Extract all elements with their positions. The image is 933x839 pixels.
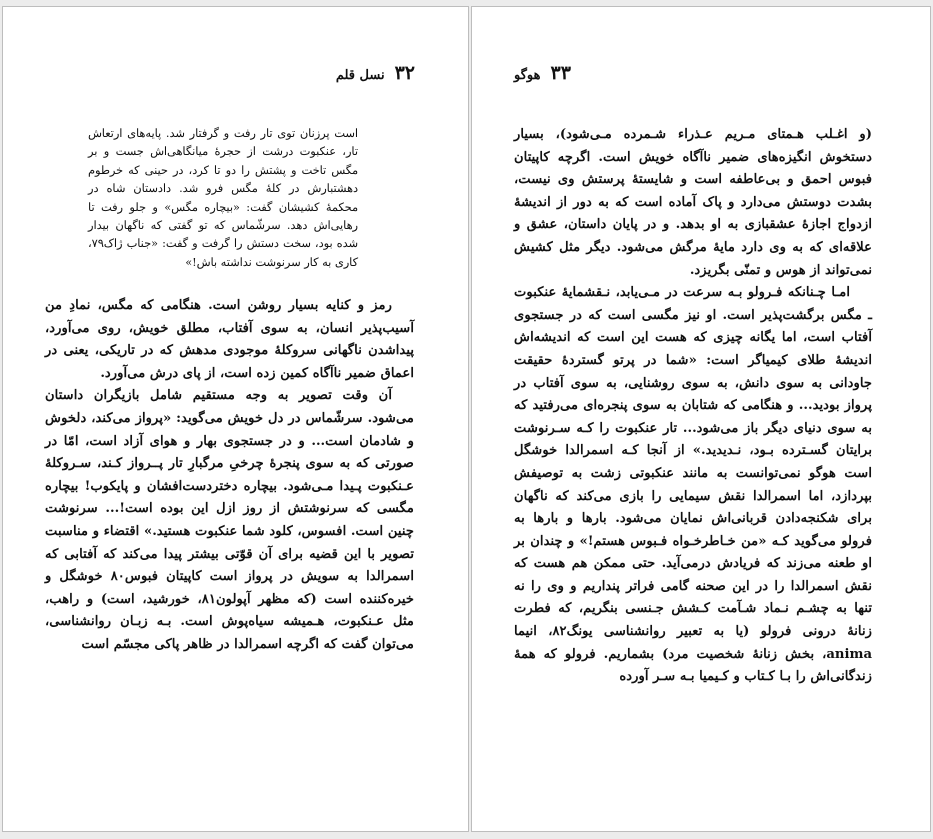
body-text bbox=[514, 124, 872, 689]
block-quote: است پرزنان توی تار رفت و گرفتار شد. پایه‌های ارتعاش تار، عنکبوت درشت از حجرهٔ میانگاهی‌اش جست و بر مگس تاخت و پشتش را دو تا کرد، در حینی که خرطوم دهشتبارش در کلهٔ مگس فرو شد. دادستان شاه در محکمهٔ کشیشان گفت: «بیچاره مگس» و جلو رفت تا رهایی‌اش دهد. سرشّماس که تو گفتی که ناگهان بیدار شده بود، سخت دستش را گرفت و گفت: «جناب ژاک۷۹، کاری به کار سرنوشت نداشته باش!» bbox=[88, 127, 358, 269]
running-title: هوگو bbox=[514, 68, 541, 83]
running-title: نسل قلم bbox=[335, 68, 385, 83]
page-header bbox=[514, 62, 571, 84]
right-page bbox=[471, 6, 931, 832]
page-header bbox=[336, 62, 415, 84]
page-number: ۳۲ bbox=[394, 62, 415, 84]
paragraph: رمز و کنایه بسیار روشن است. هنگامی که مگس، نمادِ من آسیب‌پذیر انسان، به سوی آفتاب، مطلق خویش، روی می‌آورد، پیداشدن ناگهانی سروکلهٔ موجودی مدهش که در تاریکی، یعنی در اعماق ضمیر ناآگاه کمین زده است، از پای درش می‌آورد. bbox=[45, 298, 414, 381]
page-number: ۳۳ bbox=[550, 62, 571, 84]
paragraph: آن وقت تصویر به وجه مستقیم شامل بازیگران داستان می‌شود. سرشّماس در دل خویش می‌گوید: «پرواز می‌کند، دلخوش و شادمان است... و در جستجوی بهار و هوای آزاد است، امّا در صورتی که به سوی پنجرهٔ چرخیِ مرگبارِ تار پــرواز کـند، سـروکلهٔ عـنکبوت پـیدا مـی‌شود. بیچاره دختردست‌افشان و پایکوب! بیچاره مگسی که سرنوشتش از روز ازل این بوده است!... سرنوشت چنین است. افسوس، کلود شما عنکبوت هستید.» اقتضاء و مناسبت تصویر با این قضیه برای آن قوّتی بیشتر پیدا می‌کند که آفتابی که اسمرالدا به سویش در پرواز است کاپیتان فبوس۸۰ خوشگل و خیره‌کننده است (که مظهر آپولون۸۱، خورشید، است) و راهب، مثل عـنکبوت، هـمیشه سیاه‌پوش است. بـه زبـان روانشناسی، می‌توان گفت که اگرچه اسمرالدا در ظاهر پاکی مجسّم است bbox=[45, 388, 415, 652]
body-text bbox=[45, 295, 414, 657]
paragraph: (و اغـلب هـمتای مـریم عـذراء شـمرده مـی‌شود)، بسیار دستخوش انگیزه‌های ضمیر ناآگاه خویش است. اگرچه کاپیتان فبوس احمق و بی‌عاطفه است و شایستهٔ پرستش وی نیست، بشدت دوستش می‌دارد و پاک آماده است که به دور از اندیشهٔ ازدواج اجازهٔ عشقبازی به او بدهد. و در پایان داستان، عشق و علاقه‌ای که به وی دارد مایهٔ مرگش می‌شود. دیگر مثل کشیش نمی‌تواند از هوس و تمنّی بگریزد. bbox=[514, 127, 872, 278]
left-page bbox=[2, 6, 469, 832]
paragraph: امـا چـنانکه فـرولو بـه سرعت در مـی‌یابد، نـقشمایهٔ عنکبوت ـ مگس برگشت‌پذیر است. او نیز مگسی است که در جستجوی آفتاب است، اما یگانه چیزی که هست این است که اندیشه‌اش اندیشهٔ طلای کیمیاگر است: «شما در پرتو گستردهٔ حقیقت جاودانی به سوی دانش، به سوی روشنایی، به سوی آفتاب در پرواز بودید... و هنگامی که شتابان به سوی پنجره‌ای می‌رفتید که به سوی دنیای دیگر باز می‌شود... تار عنکبوت را کـه سـرنوشت برایتان گسـترده بـود، نـدیدید.» از آنجا کـه اسمرالدا خوشگل است هوگو نمی‌توانست به مانند عنکبوتی زشت به توصیفش بپردازد، اما اسمرالدا نقش سیمایی را بازی می‌کند که ناگهان برای شکنجه‌دادن قربانی‌اش نمایان می‌شود. بارها و بارها به فرولو می‌گوید کـه «من خـاطرخـواه فـبوس هستم!» و چندان بر او طعنه می‌زند که فریادش درمی‌آید. حتی ممکن هم هست که نقش اسمرالدا را در این صحنه گامی فراتر پنداریم و وی را نه تنها به چشـم نـماد شـآمت کـشش جـنسی بنگریم، که فطرت زنانهٔ درونی فرولو (یا به تعبیر روانشناسی یونگ۸۲، انیما anima، بخش زنانهٔ شخصیت مرد) بشماریم. فرولو که همهٔ زندگانی‌اش را بـا کـتاب و کـیمیا بـه سـر آورده bbox=[514, 285, 872, 685]
